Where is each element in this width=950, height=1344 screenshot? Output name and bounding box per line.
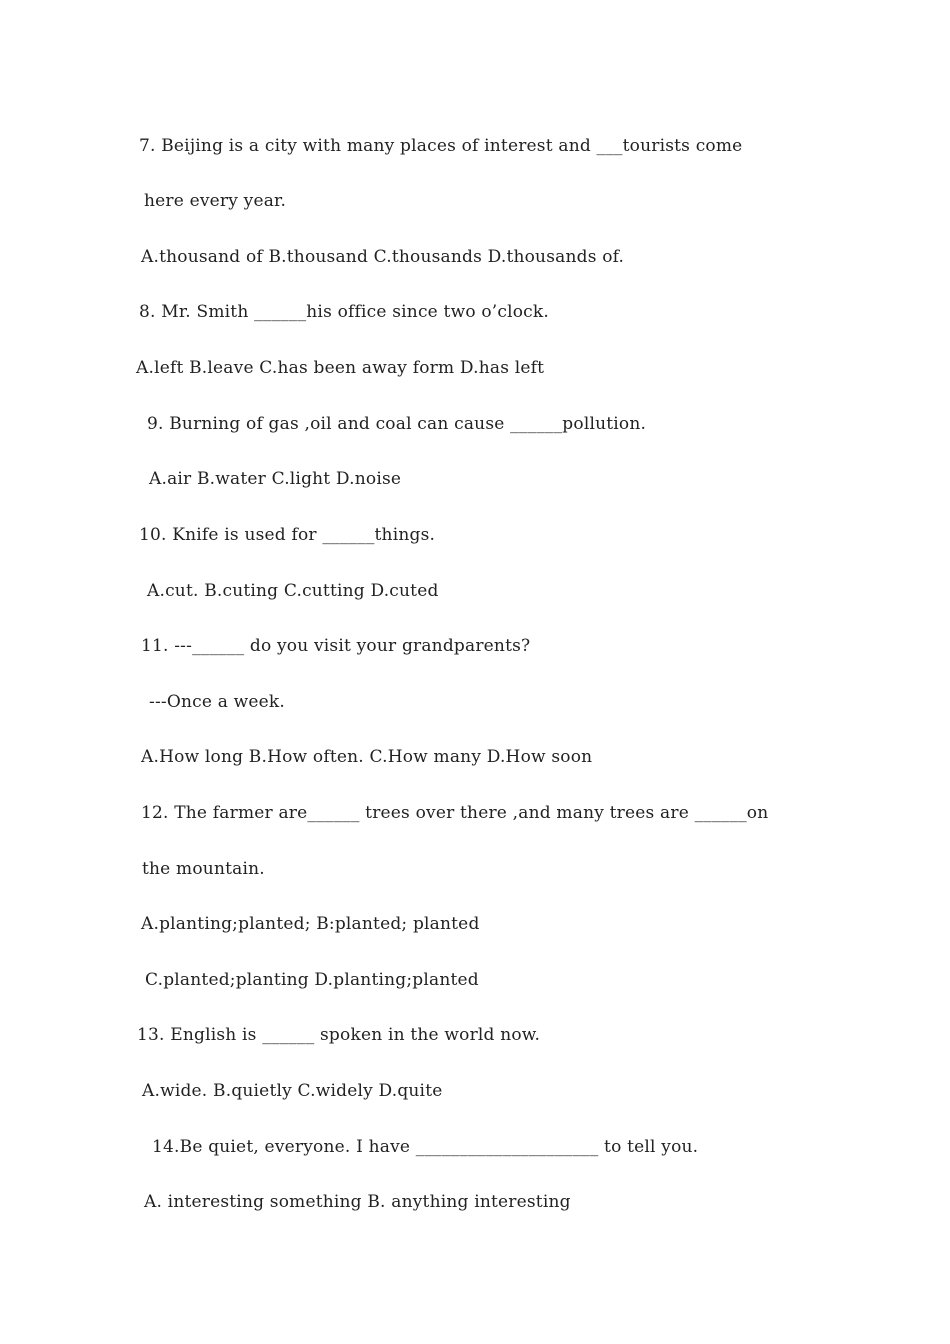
question-13-options: A.wide. B.quietly C.widely D.quite [142, 1081, 443, 1101]
question-14-text: 14.Be quiet, everyone. I have _____________________ to tell you. [152, 1137, 699, 1157]
question-11-answer: ---Once a week. [149, 692, 286, 712]
question-9-text: 9. Burning of gas ,oil and coal can cause ______pollution. [147, 414, 647, 434]
question-8-options: A.left B.leave C.has been away form D.has left [136, 358, 545, 378]
question-12-options-line-1: A.planting;planted; B:planted; planted [141, 914, 480, 934]
question-12-options-line-2: C.planted;planting D.planting;planted [145, 970, 479, 990]
question-14-options: A. interesting something B. anything interesting [144, 1192, 571, 1212]
question-9-options: A.air B.water C.light D.noise [149, 469, 402, 489]
question-10-text: 10. Knife is used for ______things. [139, 525, 436, 545]
question-11-options: A.How long B.How often. C.How many D.How soon [141, 747, 593, 767]
question-11-text: 11. ---______ do you visit your grandparents? [141, 636, 531, 656]
question-13-text: 13. English is ______ spoken in the world now. [137, 1025, 541, 1045]
question-8-text: 8. Mr. Smith ______his office since two o’clock. [139, 302, 550, 322]
question-7-text-line-2: here every year. [144, 191, 287, 211]
question-12-text-line-2: the mountain. [142, 859, 265, 879]
question-7-text-line-1: 7. Beijing is a city with many places of interest and ___tourists come [139, 136, 743, 156]
question-10-options: A.cut. B.cuting C.cutting D.cuted [147, 581, 439, 601]
question-12-text-line-1: 12. The farmer are______ trees over there ,and many trees are ______on [141, 803, 769, 823]
question-7-options: A.thousand of B.thousand C.thousands D.thousands of. [141, 247, 625, 267]
